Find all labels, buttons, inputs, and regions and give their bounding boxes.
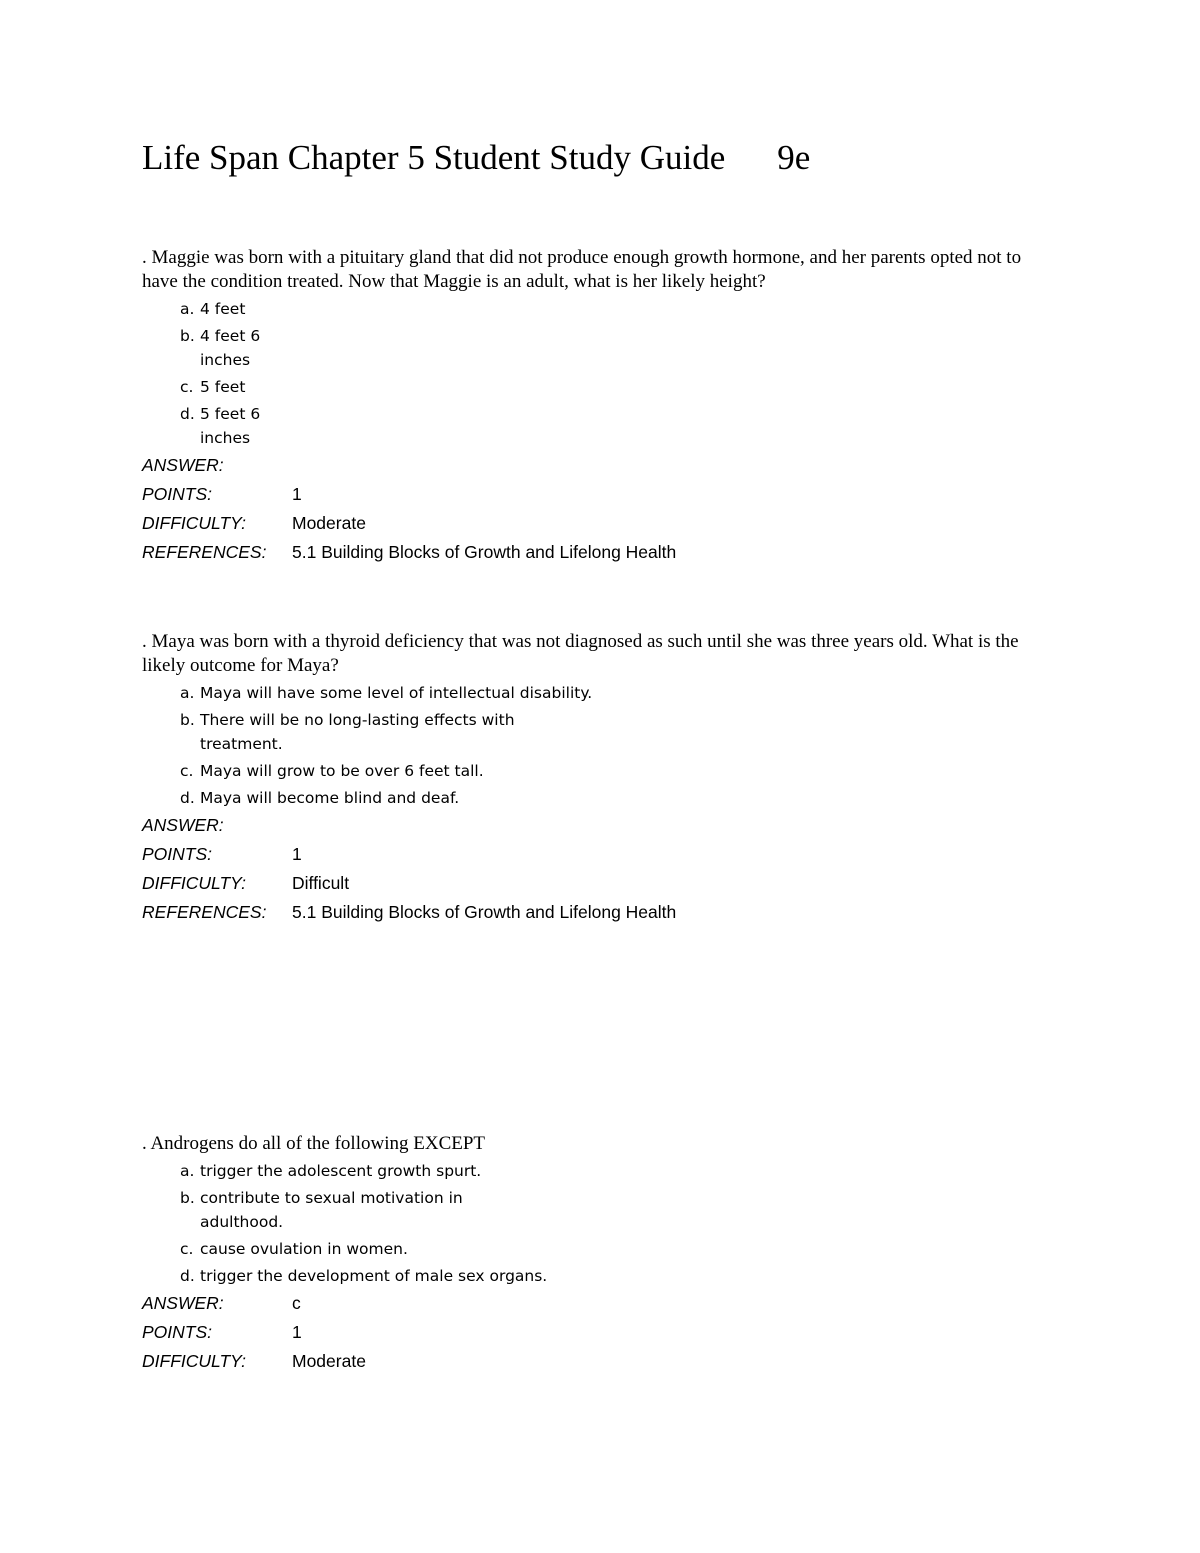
edition-label: 9e	[777, 138, 811, 177]
choice-b	[180, 1186, 1042, 1234]
references-value: 5.1 Building Blocks of Growth and Lifelong Health	[292, 902, 677, 922]
choice-a	[180, 297, 1042, 321]
difficulty-label: DIFFICULTY:	[142, 1351, 247, 1371]
choice-letter: b.	[180, 711, 195, 729]
choice-letter: d.	[180, 789, 195, 807]
title-text: Life Span Chapter 5 Student Study Guide	[142, 138, 726, 177]
points-label: POINTS:	[142, 1322, 213, 1342]
choice-c	[180, 375, 1042, 399]
page-title	[142, 138, 810, 178]
choice-text: 4 feet 6 inches	[200, 327, 261, 369]
choice-text: trigger the adolescent growth spurt.	[200, 1162, 482, 1180]
question-stem: . Maggie was born with a pituitary gland that did not produce enough growth hormone, and her parents opted not to have the condition treated. Now that Maggie is an adult, what is her likely height?	[142, 247, 1022, 292]
choice-text: Maya will have some level of intellectual disability.	[200, 684, 593, 702]
choice-text: cause ovulation in women.	[200, 1240, 408, 1258]
answer-row	[142, 1289, 1042, 1318]
question-1	[142, 246, 1042, 567]
choice-letter: a.	[180, 300, 195, 318]
points-row	[142, 480, 1042, 509]
choice-b	[180, 708, 1042, 756]
difficulty-value: Moderate	[292, 513, 366, 533]
difficulty-row	[142, 509, 1042, 538]
choice-letter: a.	[180, 684, 195, 702]
question-stem: . Androgens do all of the following EXCEPT	[142, 1133, 486, 1154]
choice-c	[180, 1237, 1042, 1261]
choice-text: contribute to sexual motivation in adulthood.	[200, 1189, 463, 1231]
choice-letter: c.	[180, 378, 194, 396]
choice-list	[180, 681, 1042, 810]
references-row	[142, 538, 1042, 567]
references-label: REFERENCES:	[142, 902, 267, 922]
references-row	[142, 898, 1042, 927]
points-row	[142, 1318, 1042, 1347]
choice-a	[180, 681, 1042, 705]
choice-c	[180, 759, 1042, 783]
choice-list	[180, 297, 1042, 450]
choice-d	[180, 402, 1042, 450]
choice-list	[180, 1159, 1042, 1288]
difficulty-label: DIFFICULTY:	[142, 513, 247, 533]
points-label: POINTS:	[142, 484, 213, 504]
points-value: 1	[292, 844, 302, 864]
choice-text: 5 feet	[200, 378, 246, 396]
choice-text: Maya will grow to be over 6 feet tall.	[200, 762, 484, 780]
question-meta	[142, 1289, 1042, 1376]
points-label: POINTS:	[142, 844, 213, 864]
choice-d	[180, 1264, 1042, 1288]
choice-b	[180, 324, 1042, 372]
difficulty-value: Difficult	[292, 873, 350, 893]
question-3	[142, 1132, 1042, 1376]
question-stem: . Maya was born with a thyroid deficiency that was not diagnosed as such until she was three years old. What is the likely outcome for Maya?	[142, 631, 1019, 676]
question-meta	[142, 811, 1042, 927]
choice-letter: a.	[180, 1162, 195, 1180]
choice-text: trigger the development of male sex organs.	[200, 1267, 548, 1285]
points-row	[142, 840, 1042, 869]
difficulty-value: Moderate	[292, 1351, 366, 1371]
choice-text: 5 feet 6 inches	[200, 405, 261, 447]
choice-letter: d.	[180, 1267, 195, 1285]
choice-letter: c.	[180, 1240, 194, 1258]
answer-row	[142, 451, 1042, 480]
choice-letter: b.	[180, 1189, 195, 1207]
references-value: 5.1 Building Blocks of Growth and Lifelong Health	[292, 542, 677, 562]
difficulty-label: DIFFICULTY:	[142, 873, 247, 893]
answer-value: c	[292, 1293, 301, 1313]
choice-a	[180, 1159, 1042, 1183]
choice-letter: c.	[180, 762, 194, 780]
answer-label: ANSWER:	[142, 455, 224, 475]
choice-letter: b.	[180, 327, 195, 345]
choice-text: 4 feet	[200, 300, 246, 318]
difficulty-row	[142, 869, 1042, 898]
points-value: 1	[292, 484, 302, 504]
references-label: REFERENCES:	[142, 542, 267, 562]
choice-text: Maya will become blind and deaf.	[200, 789, 460, 807]
points-value: 1	[292, 1322, 302, 1342]
question-2	[142, 630, 1042, 927]
choice-d	[180, 786, 1042, 810]
difficulty-row	[142, 1347, 1042, 1376]
answer-label: ANSWER:	[142, 1293, 224, 1313]
answer-label: ANSWER:	[142, 815, 224, 835]
choice-letter: d.	[180, 405, 195, 423]
question-meta	[142, 451, 1042, 567]
choice-text: There will be no long-lasting effects with treatment.	[200, 711, 515, 753]
answer-row	[142, 811, 1042, 840]
